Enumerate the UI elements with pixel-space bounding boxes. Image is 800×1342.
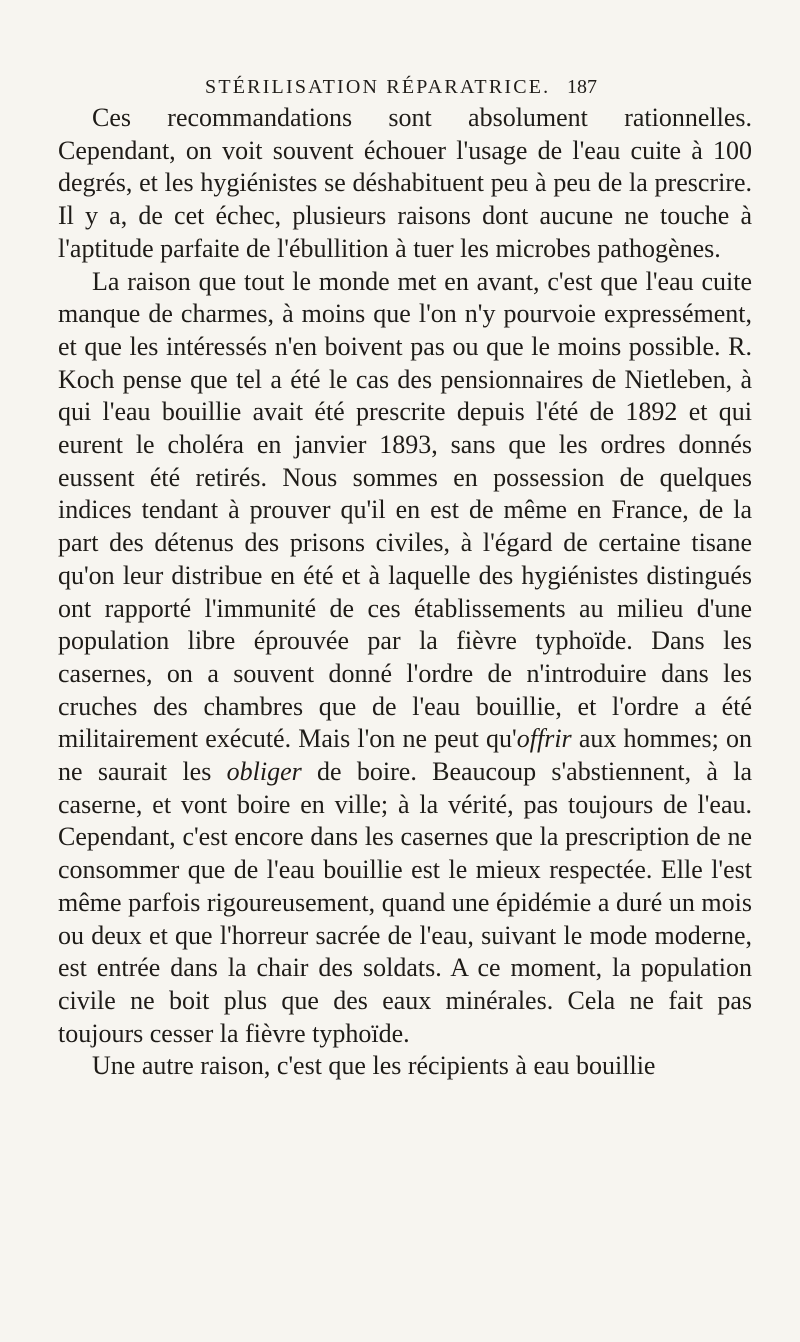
running-title: STÉRILISATION RÉPARATRICE. xyxy=(205,76,551,98)
page-number: 187 xyxy=(567,76,597,98)
paragraph-3-text: Une autre raison, c'est que les récipients à eau bouillie xyxy=(92,1051,656,1081)
paragraph-2 xyxy=(58,266,752,1051)
paragraph-2-text-part-3: de boire. Beaucoup s'abstiennent, à la caserne, et vont boire en ville; à la vérité, pas toujours de l'eau. Cependant, c'est encore dans les casernes que la prescription de ne consommer que de l'eau bouillie est le mieux respectée. Elle l'est même parfois rigoureusement, quand une épidémie a duré un mois ou deux et que l'horreur sacrée de l'eau, suivant le mode moderne, est entrée dans la chair des soldats. A ce moment, la population civile ne boit plus que des eaux minérales. Cela ne fait pas toujours cesser la fièvre typhoïde. xyxy=(58,757,752,1048)
paragraph-1 xyxy=(58,102,752,266)
paragraph-1-text: Ces recommandations sont absolument rationnelles. Cependant, on voit souvent échouer l'usage de l'eau cuite à 100 degrés, et les hygiénistes se déshabituent peu à peu de la prescrire. Il y a, de cet échec, plusieurs raisons dont aucune ne touche à l'aptitude parfaite de l'ébullition à tuer les microbes pathogènes. xyxy=(58,103,752,263)
italic-word-obliger: obliger xyxy=(226,757,302,787)
italic-word-offrir: offrir xyxy=(516,724,572,754)
paragraph-2-text-part-2: aux hommes; on ne saurait les xyxy=(58,724,752,787)
paragraph-2-text-part-1: La raison que tout le monde met en avant, c'est que l'eau cuite manque de charmes, à moins que l'on n'y pourvoie expressément, et que les intéressés n'en boivent pas ou que le moins possible. R. Koch pense que tel a été le cas des pensionnaires de Nietleben, à qui l'eau bouillie avait été prescrite depuis l'été de 1892 et qui eurent le choléra en janvier 1893, sans que les ordres donnés eussent été retirés. Nous sommes en possession de quelques indices tendant à prouver qu'il en est de même en France, de la part des détenus des prisons civiles, à l'égard de certaine tisane qu'on leur distribue en été et à laquelle des hygiénistes distingués ont rapporté l'immunité de ces établissements au milieu d'une population libre éprouvée par la fièvre typhoïde. Dans les casernes, on a souvent donné l'ordre de n'introduire dans les cruches des chambres que de l'eau bouillie, et l'ordre a été militairement exécuté. Mais l'on ne peut qu' xyxy=(58,266,752,754)
body-text xyxy=(58,102,752,1083)
paragraph-3 xyxy=(58,1050,752,1083)
